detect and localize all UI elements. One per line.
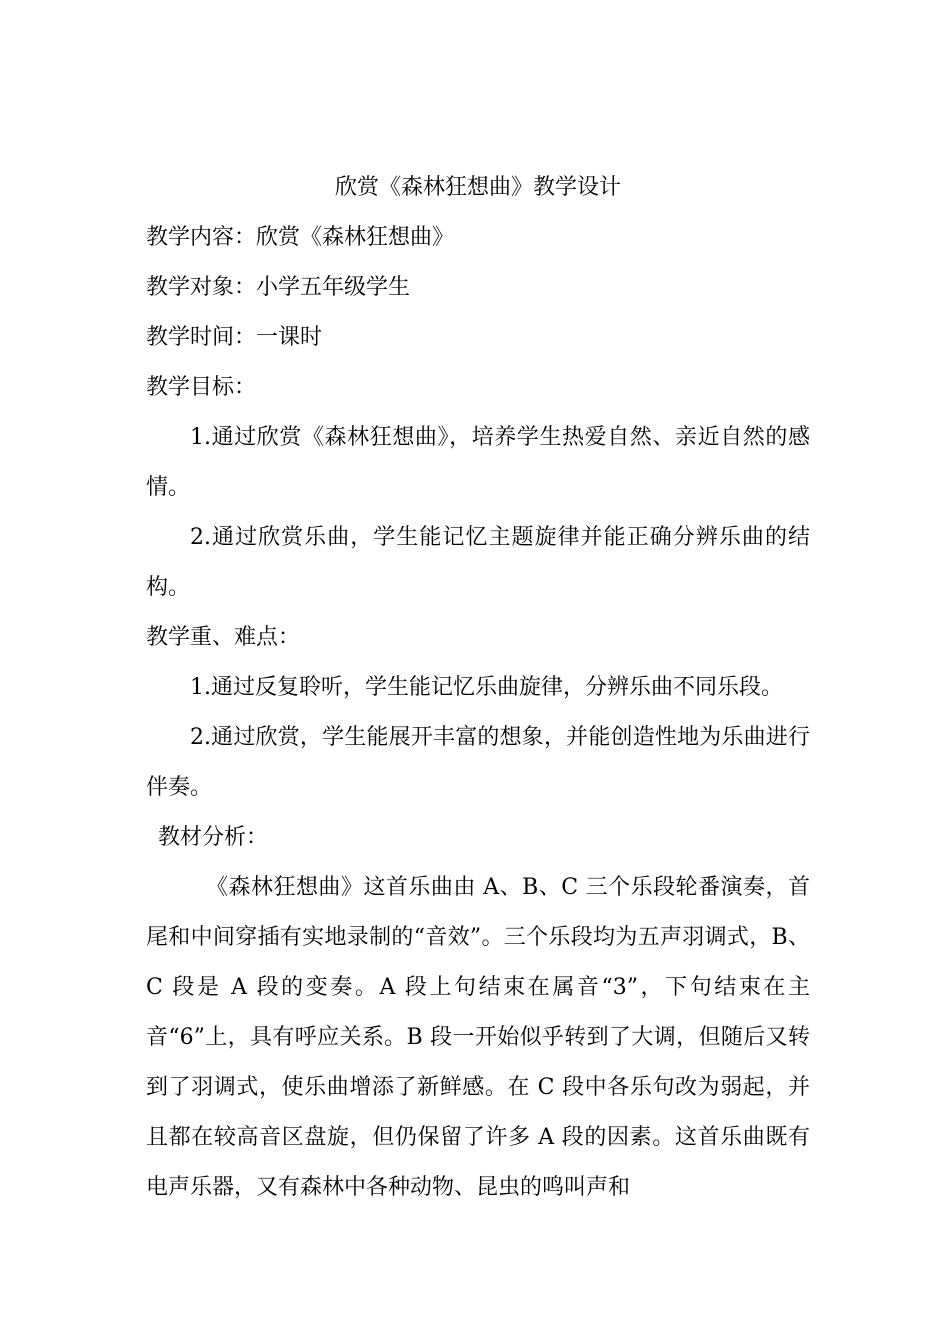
teaching-time-line: 教学时间：一课时 xyxy=(146,325,323,350)
goals-heading: 教学目标： xyxy=(146,375,257,400)
document-title: 欣赏《森林狂想曲》教学设计 xyxy=(334,175,621,200)
teaching-content-line: 教学内容：欣赏《森林狂想曲》 xyxy=(146,225,455,250)
goal-item-1: 1.通过欣赏《森林狂想曲》，培养学生热爱自然、亲近自然的感情。 xyxy=(146,425,810,500)
analysis-paragraph: 《森林狂想曲》这首乐曲由 A、B、C 三个乐段轮番演奏，首尾和中间穿插有实地录制的“音效”。三个乐段均为五声羽调式，B、C 段是 A 段的变奏。A 段上句结束在属音“3”，下句结束在主音“6”上，具有呼应关系。B 段一开始似乎转到了大调，但随后又转到了羽调式，使乐曲增添了新鲜感。在 C 段中各乐句改为弱起，并且都在较高音区盘旋，但仍保留了许多 A 段的因素。这首乐曲既有电声乐器，又有森林中各种动物、昆虫的鸣叫声和 xyxy=(146,875,810,1200)
keypoint-item-1: 1.通过反复聆听，学生能记忆乐曲旋律，分辨乐曲不同乐段。 xyxy=(190,675,783,700)
document-body xyxy=(146,163,810,1213)
goal-item-2: 2.通过欣赏乐曲，学生能记忆主题旋律并能正确分辨乐曲的结构。 xyxy=(146,525,810,600)
keypoints-heading: 教学重、难点： xyxy=(146,625,301,650)
analysis-heading: 教材分析： xyxy=(158,825,269,850)
keypoint-item-2: 2.通过欣赏，学生能展开丰富的想象，并能创造性地为乐曲进行伴奏。 xyxy=(146,725,810,800)
teaching-target-line: 教学对象：小学五年级学生 xyxy=(146,275,411,300)
